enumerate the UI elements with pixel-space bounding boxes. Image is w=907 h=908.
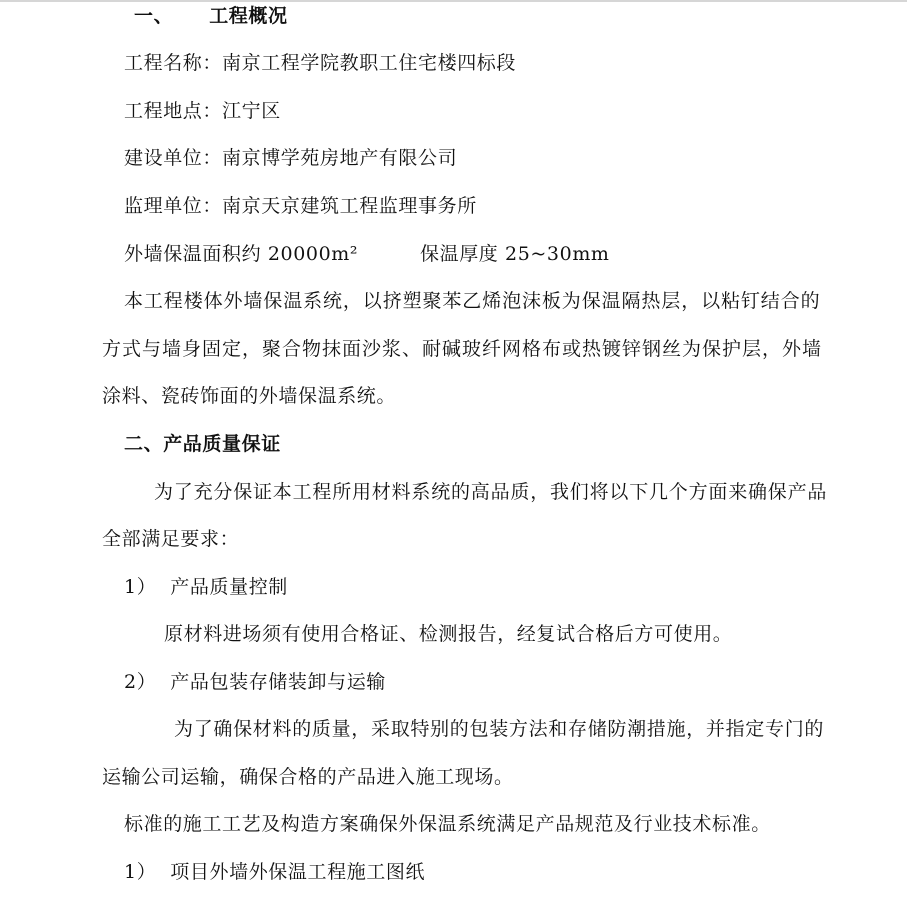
- item-3-title: 项目外墙外保温工程施工图纸: [170, 861, 426, 883]
- section-1-number: 一、: [134, 5, 174, 27]
- item-2-title: 产品包装存储装卸与运输: [170, 671, 386, 693]
- intro-line-1: 为了充分保证本工程所用材料系统的高品质，我们将以下几个方面来确保产品: [154, 481, 828, 503]
- project-location: 工程地点：江宁区: [124, 100, 281, 122]
- system-description-line-1: 本工程楼体外墙保温系统，以挤塑聚苯乙烯泡沫板为保温隔热层，以粘钉结合的: [124, 290, 821, 312]
- project-name: 工程名称：南京工程学院教职工住宅楼四标段: [124, 52, 517, 74]
- system-description-line-3: 涂料、瓷砖饰面的外墙保温系统。: [102, 385, 397, 407]
- supervision-unit: 监理单位：南京天京建筑工程监理事务所: [124, 195, 477, 217]
- section-1-heading: [134, 4, 288, 28]
- item-2-body-line-2: 运输公司运输，确保合格的产品进入施工现场。: [102, 766, 514, 788]
- item-3-heading: [124, 860, 425, 884]
- item-2-number: 2）: [124, 671, 157, 693]
- item-3-number: 1）: [124, 861, 157, 883]
- insulation-area: 外墙保温面积约 20000m²: [124, 243, 359, 265]
- item-1-heading: [124, 575, 288, 599]
- item-2-heading: [124, 670, 386, 694]
- section-2-heading: 二、产品质量保证: [124, 433, 281, 455]
- section-1-title: 工程概况: [209, 5, 288, 27]
- construction-unit: 建设单位：南京博学苑房地产有限公司: [124, 147, 458, 169]
- insulation-thickness: 保温厚度 25~30mm: [420, 243, 610, 265]
- item-1-number: 1）: [124, 576, 157, 598]
- standard-text: 标准的施工工艺及构造方案确保外保温系统满足产品规范及行业技术标准。: [124, 813, 771, 835]
- item-1-title: 产品质量控制: [170, 576, 288, 598]
- item-1-body: 原材料进场须有使用合格证、检测报告，经复试合格后方可使用。: [164, 623, 733, 645]
- intro-line-2: 全部满足要求：: [102, 528, 240, 550]
- item-2-body-line-1: 为了确保材料的质量，采取特别的包装方法和存储防潮措施，并指定专门的: [174, 718, 825, 740]
- system-description-line-2: 方式与墙身固定，聚合物抹面沙浆、耐碱玻纤网格布或热镀锌钢丝为保护层，外墙: [102, 338, 823, 360]
